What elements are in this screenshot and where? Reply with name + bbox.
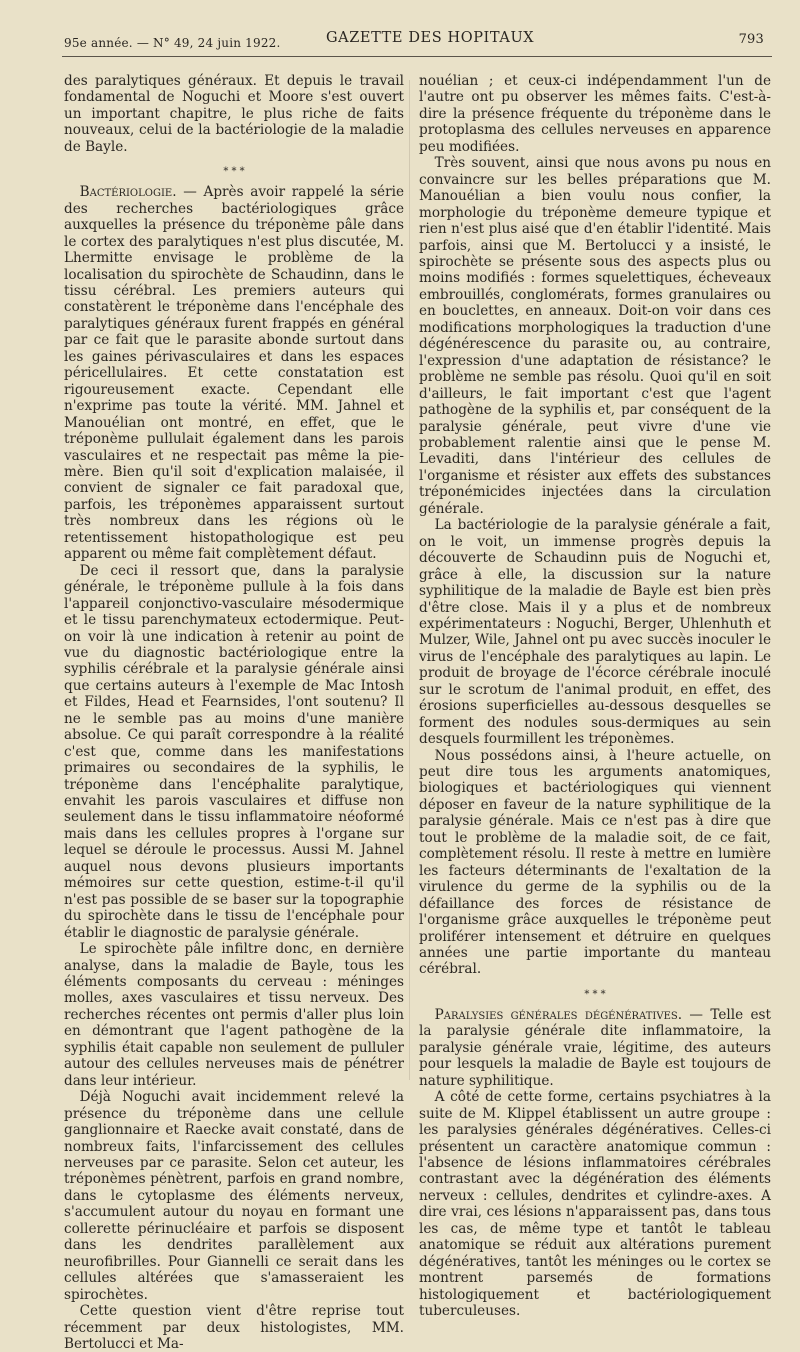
paragraph: nouélian ; et ceux-ci indépendamment l'un de l'autre ont pu observer les mêmes faits. C'est-à-dire la présence fréquente du tréponème dans le protoplasma des cellules nerveuses en apparence peu modifiées. (419, 73, 771, 155)
journal-title: GAZETTE DES HOPITAUX (326, 30, 535, 46)
paragraph: La bactériologie de la paralysie générale a fait, on le voit, un immense progrès depuis la découverte de Schaudinn puis de Noguchi et, grâce à elle, la discussion sur la nature syphilitique de la maladie de Bayle est bien près d'être close. Mais il y a plus et de nombreux expérimentateurs : Noguchi, Berger, Uhlenhuth et Mulzer, Wile, Jahnel ont pu avec succès inoculer le virus de l'encéphale des paralytiques au lapin. Le produit de broyage de l'écorce cérébrale inoculé sur le scrotum de l'animal produit, en effet, des érosions superficielles au-dessous desquelles se forment des nodules sous-dermiques au sein desquels fourmillent les tréponèmes. (419, 517, 771, 748)
paragraph: De ceci il ressort que, dans la paralysie générale, le tréponème pullule à la fois dans l'appareil conjonctivo-vasculaire mésodermique et le tissu parenchymateux ectodermique. Peut-on voir là une indication à retenir au point de vue du diagnostic bactériologique entre la syphilis cérébrale et la paralysie générale ainsi que certains auteurs à l'exemple de Mac Intosh et Fildes, Head et Fearnsides, l'ont soutenu? Il ne le semble pas au moins d'une manière absolue. Ce qui paraît correspondre à la réalité c'est que, comme dans les manifestations primaires ou secondaires de la syphilis, le tréponème dans l'encéphalite paralytique, envahit les parois vasculaires et diffuse non seulement dans le tissu inflammatoire néoformé mais dans les cellules propres à l'organe sur lequel se déroule le processus. Aussi M. Jahnel auquel nous devons plusieurs importants mémoires sur cette question, estime-t-il qu'il n'est pas possible de se baser sur la topographie du spirochète dans le tissu de l'encéphale pour établir le diagnostic de paralysie générale. (64, 562, 404, 941)
page-header (64, 30, 764, 52)
paragraph-text: Telle est la paralysie générale dite inflammatoire, la paralysie générale vraie, légitime, des auteurs pour lesquels la maladie de Bayle est toujours de nature syphilitique. (419, 1006, 771, 1089)
section-heading: Bactériologie. — (79, 184, 197, 201)
section-stars: * * * (223, 166, 245, 178)
right-column (419, 73, 771, 1320)
paragraph-text: Après avoir rappelé la série des recherches bactériologiques grâce auxquelles la présence du tréponème pâle dans le cortex des paralytiques n'est plus discutée, M. Lhermitte envisage le problème de la localisation du spirochète de Schaudinn, dans le tissu cérébral. Les premiers auteurs qui constatèrent le tréponème dans l'encéphale des paralytiques généraux furent frappés en général par ce fait que le parasite abonde surtout dans les gaines périvasculaires et dans les espaces péricellulaires. Et cette constatation est rigoureusement exacte. Cependant elle n'exprime pas toute la vérité. MM. Jahnel et Manouélian ont montré, en effet, que le tréponème pullulait également dans les parois vasculaires et ne respectait pas même la pie-mère. Bien qu'il soit d'explication malaisée, il convient de signaler ce fait paradoxal que, parfois, les tréponèmes apparaissent surtout très nombreux dans les régions où le retentissement histopathologique est peu apparent ou même fait complètement défaut. (64, 184, 404, 563)
header-rule (62, 56, 772, 57)
paragraph: Nous possédons ainsi, à l'heure actuelle, on peut dire tous les arguments anatomiques, biologiques et bactériologiques qui viennent déposer en faveur de la nature syphilitique de la paralysie générale. Mais ce n'est pas à dire que tout le problème de la maladie soit, de ce fait, complètement résolu. Il reste à mettre en lumière les facteurs déterminants de l'exaltation de la virulence du germe de la syphilis ou de la défaillance des forces de résistance de l'organisme grâce auxquelles le tréponème peut proliférer intensement et détruire en quelques années une partie importante du manteau cérébral. (419, 747, 771, 978)
paragraph: Très souvent, ainsi que nous avons pu nous en convaincre sur les belles préparations que M. Manouélian a bien voulu nous confier, la morphologie du tréponème demeure typique et rien n'est plus aisé que d'en établir l'identité. Mais parfois, ainsi que M. Bertolucci y a insisté, le spirochète se présente sous des aspects plus ou moins modifiés : formes squelettiques, écheveaux embrouillés, conglomérats, formes granulaires ou en bouclettes, en anneaux. Doit-on voir dans ces modifications morphologiques la traduction d'une dégénérescence du parasite ou, au contraire, l'expression d'une adaptation de résistance? le problème ne semble pas résolu. Quoi qu'il en soit d'ailleurs, le fait important c'est que l'agent pathogène de la syphilis et, par conséquent de la paralysie générale, peut vivre d'une vie probablement ralentie ainsi que le pense M. Levaditi, dans l'intérieur des cellules de l'organisme et résister aux effets des substances tréponémicides injectées dans la circulation générale. (419, 155, 771, 517)
paragraph: Déjà Noguchi avait incidemment relevé la présence du tréponème dans une cellule ganglionnaire et Raecke avait constaté, dans de nombreux faits, l'infarcissement des cellules nerveuses par ce parasite. Selon cet auteur, les tréponèmes pénètrent, parfois en grand nombre, dans le cytoplasme des éléments nerveux, s'accumulent autour du noyau en formant une collerette périnucléaire et parfois se disposent dans les dendrites parallèlement aux neurofibrilles. Pour Giannelli ce serait dans les cellules altérées que s'amasseraient les spirochètes. (64, 1089, 404, 1303)
paragraph-bacteriologie (64, 184, 404, 562)
column-divider (409, 80, 410, 1080)
paragraph-paralysies (419, 1007, 771, 1089)
paragraph: Cette question vient d'être reprise tout récemment par deux histologistes, MM. Bertolucci et Ma- (64, 1303, 404, 1352)
paragraph: Le spirochète pâle infiltre donc, en dernière analyse, dans la maladie de Bayle, tous les éléments composants du cerveau : méninges molles, axes vasculaires et tissu nerveux. Des recherches récentes ont permis d'aller plus loin en démontrant que l'agent pathogène de la syphilis était capable non seulement de pulluler autour des cellules nerveuses mais de pénétrer dans leur intérieur. (64, 941, 404, 1089)
left-column (64, 73, 404, 1352)
section-stars: * * * (584, 988, 606, 1000)
paragraph: A côté de cette forme, certains psychiatres à la suite de M. Klippel établissent un autre groupe : les paralysies générales dégénératives. Celles-ci présentent un caractère anatomique commun : l'absence de lésions inflammatoires cérébrales contrastant avec la dégénération des éléments nerveux : cellules, dendrites et cylindre-axes. A dire vrai, ces lésions n'apparaissent pas, dans tous les cas, de même type et tantôt le tableau anatomique se réduit aux altérations purement dégénératives, tantôt les méninges ou le cortex se montrent parsemés de formations histologiquement et bactériologiquement tuberculeuses. (419, 1089, 771, 1320)
page-number: 793 (738, 32, 764, 47)
section-heading: Paralysies générales dégénératives. — (434, 1006, 703, 1023)
paragraph: des paralytiques généraux. Et depuis le travail fondamental de Noguchi et Moore s'est ouvert un important chapitre, le plus riche de faits nouveaux, celui de la bactériologie de la maladie de Bayle. (64, 73, 404, 155)
issue-info: 95e année. — N° 49, 24 juin 1922. (64, 36, 281, 50)
